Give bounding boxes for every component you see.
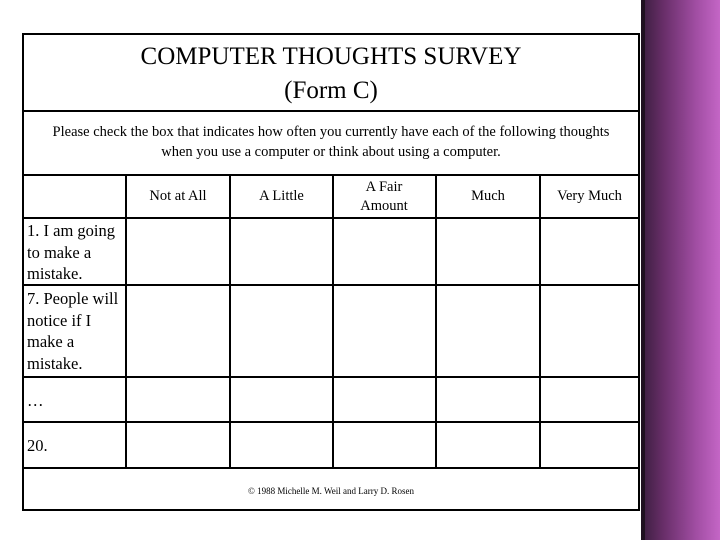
response-checkbox[interactable] <box>334 286 435 376</box>
response-checkbox[interactable] <box>437 423 539 467</box>
response-grid <box>24 176 638 469</box>
row-label-ellipsis: … <box>27 391 44 410</box>
column-header-not-at-all: Not at All <box>149 188 207 204</box>
instructions-box <box>24 110 638 176</box>
response-checkbox[interactable] <box>231 378 332 421</box>
row-label-item-7: 7. People will notice if I make a mistake. <box>27 289 119 373</box>
survey-title-box <box>24 35 638 112</box>
response-checkbox[interactable] <box>231 219 332 284</box>
response-checkbox[interactable] <box>127 219 229 284</box>
instructions-text: Please check the box that indicates how often you currently have each of the following thoughts when you use a computer or think about using a computer. <box>52 124 610 160</box>
column-header-a-little: A Little <box>259 188 304 204</box>
response-checkbox[interactable] <box>231 286 332 376</box>
response-checkbox[interactable] <box>437 286 539 376</box>
survey-form-label: (Form C) <box>284 77 378 104</box>
decorative-side-panel <box>641 0 720 540</box>
response-checkbox[interactable] <box>541 423 638 467</box>
response-checkbox[interactable] <box>541 219 638 284</box>
response-checkbox[interactable] <box>437 219 539 284</box>
column-header-very-much: Very Much <box>557 188 622 204</box>
column-header-a-fair-amount: A Fair Amount <box>360 179 408 214</box>
survey-form <box>22 33 640 511</box>
copyright-notice: © 1988 Michelle M. Weil and Larry D. Rosen <box>248 486 414 496</box>
response-checkbox[interactable] <box>127 378 229 421</box>
response-checkbox[interactable] <box>127 423 229 467</box>
response-checkbox[interactable] <box>231 423 332 467</box>
response-checkbox[interactable] <box>334 378 435 421</box>
response-checkbox[interactable] <box>334 423 435 467</box>
row-label-item-1: 1. I am going to make a mistake. <box>27 221 115 283</box>
row-label-item-20: 20. <box>27 436 48 455</box>
response-checkbox[interactable] <box>334 219 435 284</box>
survey-title: COMPUTER THOUGHTS SURVEY <box>140 43 522 70</box>
response-checkbox[interactable] <box>127 286 229 376</box>
column-header-much: Much <box>471 188 505 204</box>
response-checkbox[interactable] <box>541 286 638 376</box>
response-checkbox[interactable] <box>437 378 539 421</box>
footer <box>24 469 638 509</box>
response-checkbox[interactable] <box>541 378 638 421</box>
